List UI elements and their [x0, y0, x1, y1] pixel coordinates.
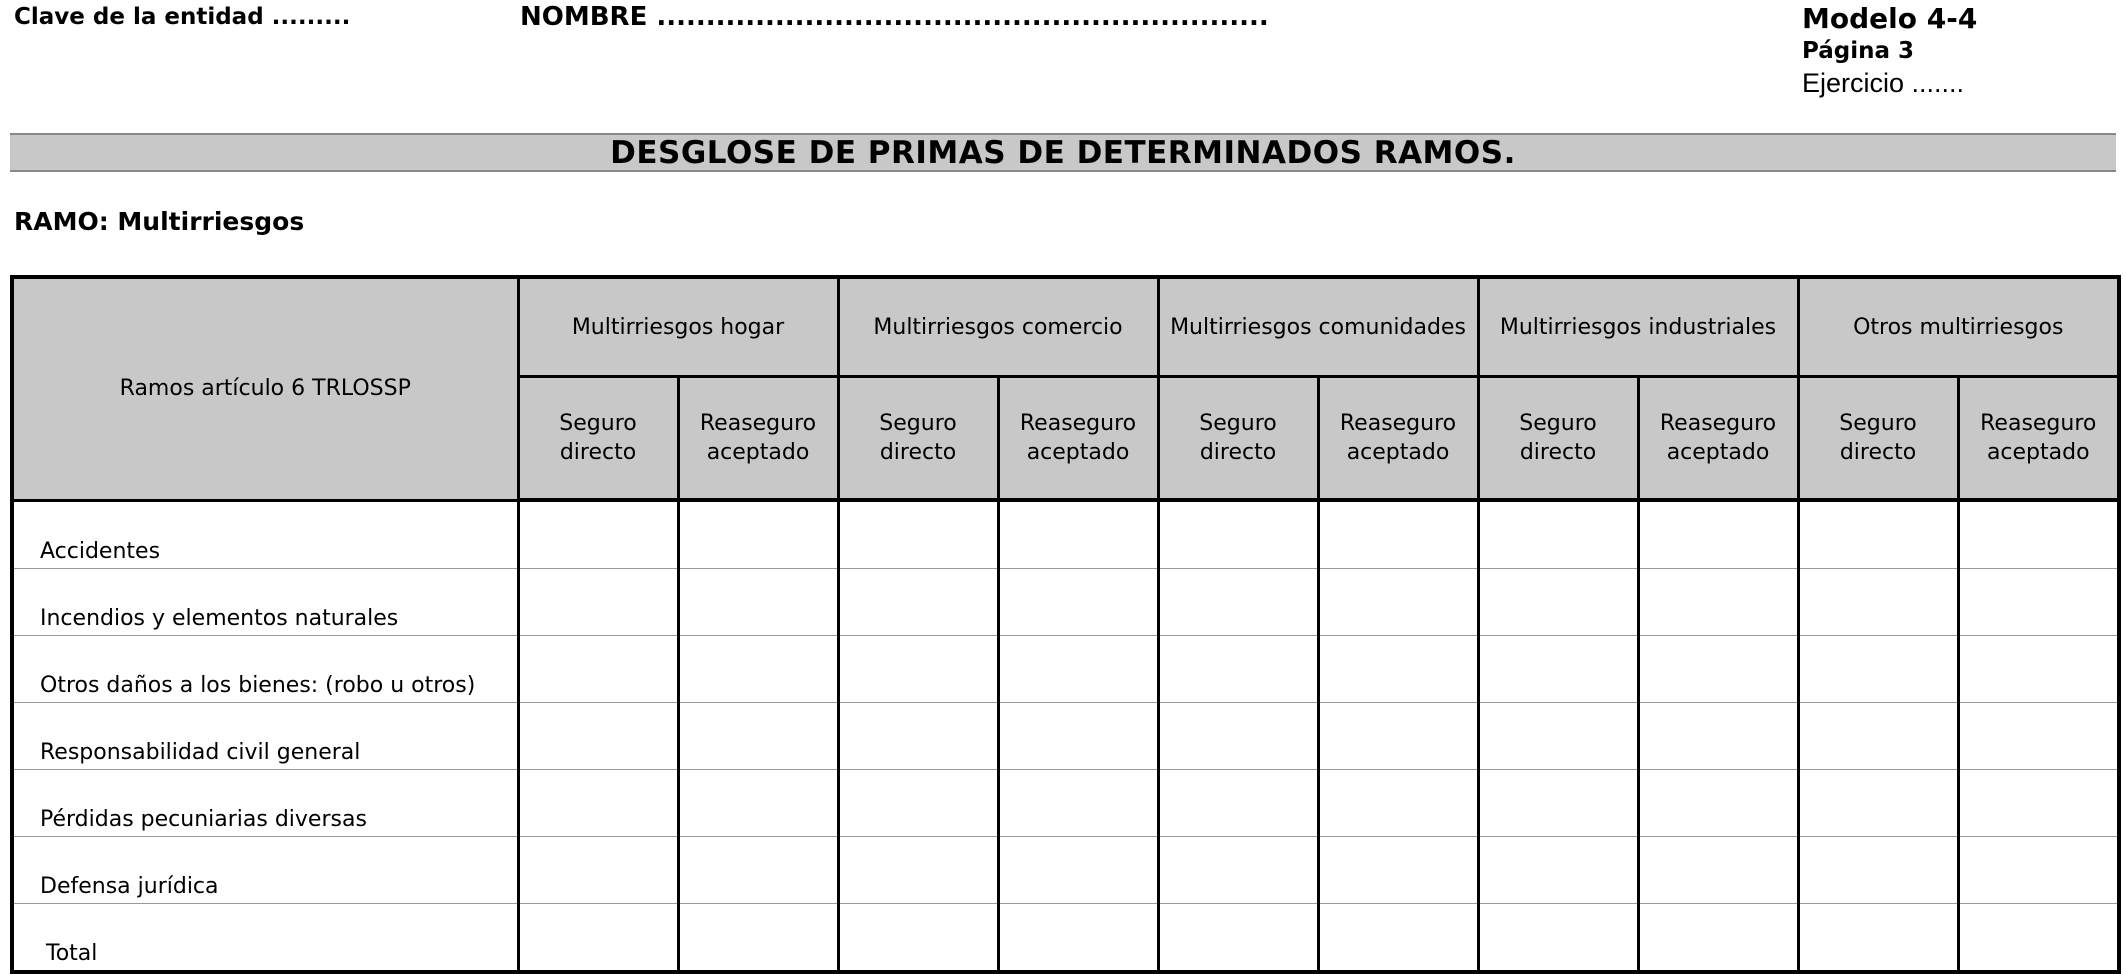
value-cell[interactable]: [1158, 836, 1318, 903]
row-header-label: Ramos artículo 6 TRLOSSP: [119, 376, 411, 402]
value-cell[interactable]: [678, 500, 838, 568]
value-cell[interactable]: [838, 702, 998, 769]
value-cell[interactable]: [838, 769, 998, 836]
value-cell[interactable]: [1158, 702, 1318, 769]
value-cell[interactable]: [838, 568, 998, 635]
value-cell[interactable]: [1638, 836, 1798, 903]
value-cell[interactable]: [998, 500, 1158, 568]
seguro-directo-header-line: Seguro: [1839, 411, 1917, 436]
seguro-directo-header-line: Seguro: [879, 411, 957, 436]
modelo-label: Modelo 4-4: [1802, 2, 1978, 35]
clave-entidad-label: Clave de la entidad .........: [14, 4, 351, 30]
group-header: Multirriesgos industriales: [1478, 277, 1798, 377]
value-cell[interactable]: [998, 635, 1158, 702]
value-cell[interactable]: [1158, 903, 1318, 972]
value-cell[interactable]: [1478, 836, 1638, 903]
reaseguro-aceptado-header-line: aceptado: [1986, 440, 2090, 465]
reaseguro-aceptado-header-line: aceptado: [1346, 440, 1450, 465]
reaseguro-aceptado-header-line: Reaseguro: [699, 411, 817, 436]
row-label: Incendios y elementos naturales: [12, 568, 518, 635]
value-cell[interactable]: [518, 568, 678, 635]
value-cell[interactable]: [1318, 635, 1478, 702]
value-cell[interactable]: [1638, 635, 1798, 702]
value-cell[interactable]: [1798, 769, 1958, 836]
seguro-directo-header: [1478, 377, 1638, 501]
reaseguro-aceptado-header: [998, 377, 1158, 501]
reaseguro-aceptado-header-line: aceptado: [1666, 440, 1770, 465]
seguro-directo-header-line: directo: [559, 440, 637, 465]
row-label: Pérdidas pecuniarias diversas: [12, 769, 518, 836]
seguro-directo-header-line: directo: [879, 440, 957, 465]
value-cell[interactable]: [1478, 702, 1638, 769]
value-cell[interactable]: [518, 769, 678, 836]
table-row: [12, 836, 2119, 903]
reaseguro-aceptado-header: [1318, 377, 1478, 501]
value-cell[interactable]: [1158, 568, 1318, 635]
value-cell[interactable]: [1478, 769, 1638, 836]
value-cell[interactable]: [1638, 769, 1798, 836]
value-cell[interactable]: [678, 836, 838, 903]
value-cell[interactable]: [1318, 836, 1478, 903]
value-cell[interactable]: [998, 903, 1158, 972]
value-cell[interactable]: [1958, 568, 2119, 635]
group-header: Multirriesgos comercio: [838, 277, 1158, 377]
reaseguro-aceptado-header-line: aceptado: [1026, 440, 1130, 465]
reaseguro-aceptado-header-line: Reaseguro: [1019, 411, 1137, 436]
row-label: Accidentes: [12, 500, 518, 568]
reaseguro-aceptado-header-line: Reaseguro: [1980, 411, 2097, 436]
value-cell[interactable]: [1478, 635, 1638, 702]
reaseguro-aceptado-header: [678, 377, 838, 501]
value-cell[interactable]: [678, 769, 838, 836]
nombre-label: NOMBRE ..............................................................: [520, 2, 1269, 32]
value-cell[interactable]: [1958, 769, 2119, 836]
value-cell[interactable]: [1478, 500, 1638, 568]
value-cell[interactable]: [1798, 903, 1958, 972]
reaseguro-aceptado-header-line: aceptado: [706, 440, 810, 465]
value-cell[interactable]: [1318, 500, 1478, 568]
value-cell[interactable]: [678, 568, 838, 635]
value-cell[interactable]: [518, 500, 678, 568]
value-cell[interactable]: [1958, 635, 2119, 702]
value-cell[interactable]: [998, 568, 1158, 635]
seguro-directo-header-line: directo: [1519, 440, 1597, 465]
row-label: Responsabilidad civil general: [12, 702, 518, 769]
table-row: [12, 903, 2119, 972]
value-cell[interactable]: [1638, 568, 1798, 635]
value-cell[interactable]: [998, 702, 1158, 769]
seguro-directo-header: [518, 377, 678, 501]
seguro-directo-header-line: directo: [1839, 440, 1917, 465]
value-cell[interactable]: [1958, 500, 2119, 568]
row-label: Otros daños a los bienes: (robo u otros): [12, 635, 518, 702]
seguro-directo-header-line: directo: [1199, 440, 1277, 465]
reaseguro-aceptado-header: [1958, 377, 2119, 501]
section-title-banner: DESGLOSE DE PRIMAS DE DETERMINADOS RAMOS.: [10, 133, 2116, 172]
seguro-directo-header-line: Seguro: [1519, 411, 1597, 436]
value-cell[interactable]: [1318, 568, 1478, 635]
value-cell[interactable]: [1318, 903, 1478, 972]
ramo-label: RAMO: Multirriesgos: [14, 207, 305, 236]
value-cell[interactable]: [678, 903, 838, 972]
value-cell[interactable]: [1158, 769, 1318, 836]
reaseguro-aceptado-header-line: Reaseguro: [1659, 411, 1777, 436]
value-cell[interactable]: [518, 836, 678, 903]
value-cell[interactable]: [1638, 903, 1798, 972]
seguro-directo-header: [1798, 377, 1958, 501]
seguro-directo-header: [1158, 377, 1318, 501]
value-cell[interactable]: [838, 635, 998, 702]
row-label: Defensa jurídica: [12, 836, 518, 903]
value-cell[interactable]: [1798, 635, 1958, 702]
value-cell[interactable]: [1638, 702, 1798, 769]
row-label: Total: [12, 903, 518, 972]
value-cell[interactable]: [1318, 702, 1478, 769]
value-cell[interactable]: [1798, 568, 1958, 635]
seguro-directo-header-line: Seguro: [1199, 411, 1277, 436]
table-row: [12, 702, 2119, 769]
value-cell[interactable]: [518, 903, 678, 972]
value-cell[interactable]: [518, 702, 678, 769]
primas-table: [10, 275, 2121, 974]
reaseguro-aceptado-header-line: Reaseguro: [1339, 411, 1457, 436]
value-cell[interactable]: [678, 635, 838, 702]
value-cell[interactable]: [838, 903, 998, 972]
value-cell[interactable]: [1798, 702, 1958, 769]
value-cell[interactable]: [1158, 500, 1318, 568]
value-cell[interactable]: [1798, 836, 1958, 903]
row-header-cell: [12, 277, 518, 500]
value-cell[interactable]: [998, 769, 1158, 836]
value-cell[interactable]: [518, 635, 678, 702]
value-cell[interactable]: [838, 500, 998, 568]
value-cell[interactable]: [1638, 500, 1798, 568]
group-header: Multirriesgos hogar: [518, 277, 838, 377]
value-cell[interactable]: [1478, 903, 1638, 972]
reaseguro-aceptado-header: [1638, 377, 1798, 501]
value-cell[interactable]: [678, 702, 838, 769]
ejercicio-label: Ejercicio .......: [1802, 68, 1965, 98]
pagina-label: Página 3: [1802, 38, 1915, 64]
seguro-directo-header: [838, 377, 998, 501]
value-cell[interactable]: [838, 836, 998, 903]
value-cell[interactable]: [1798, 500, 1958, 568]
value-cell[interactable]: [1958, 702, 2119, 769]
value-cell[interactable]: [998, 836, 1158, 903]
table-row: [12, 568, 2119, 635]
table-row: [12, 769, 2119, 836]
value-cell[interactable]: [1958, 903, 2119, 972]
table-row: [12, 500, 2119, 568]
value-cell[interactable]: [1318, 769, 1478, 836]
value-cell[interactable]: [1478, 568, 1638, 635]
group-header: Multirriesgos comunidades: [1158, 277, 1478, 377]
value-cell[interactable]: [1158, 635, 1318, 702]
value-cell[interactable]: [1958, 836, 2119, 903]
seguro-directo-header-line: Seguro: [559, 411, 637, 436]
group-header: Otros multirriesgos: [1798, 277, 2119, 377]
table-row: [12, 635, 2119, 702]
